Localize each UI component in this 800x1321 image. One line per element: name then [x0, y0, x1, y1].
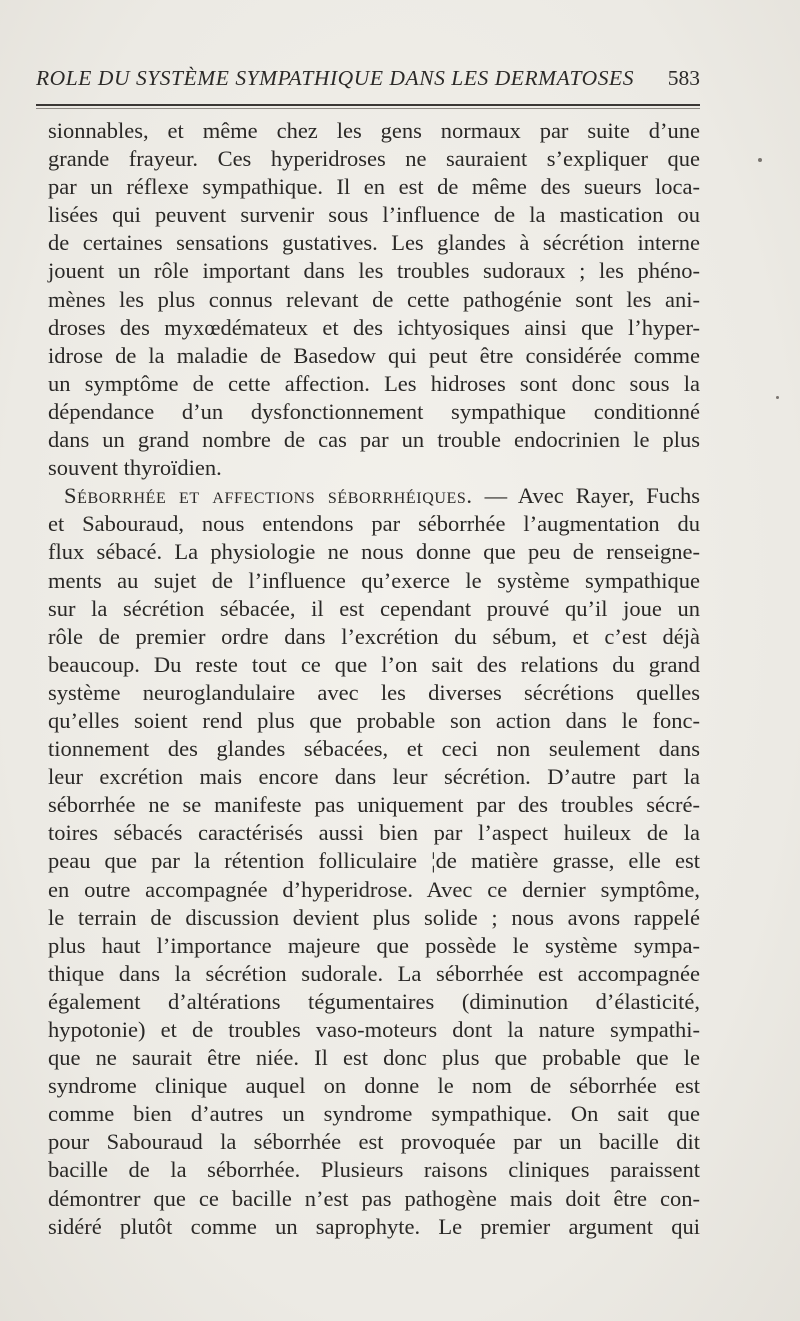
text-line: système neuroglandulaire avec les diverses sécrétions quelles [48, 679, 700, 705]
text-line: qu’elles soient rend plus que probable son action dans le fonc- [48, 707, 700, 733]
text-line: comme bien d’autres un syndrome sympathique. On sait que [48, 1101, 700, 1127]
text-line: démontrer que ce bacille n’est pas pathogène mais doit être con- [48, 1185, 700, 1211]
text-line: syndrome clinique auquel on donne le nom de séborrhée est [48, 1073, 700, 1099]
text-line: rôle de premier ordre dans l’excrétion du sébum, et c’est déjà [48, 623, 700, 649]
text-line: thique dans la sécrétion sudorale. La séborrhée est accompagnée [48, 960, 700, 986]
text-line: et Sabouraud, nous entendons par séborrhée l’augmentation du [48, 511, 700, 537]
heading-line-rest: — Avec Rayer, Fuchs [472, 483, 700, 509]
text-line: mènes les plus connus relevant de cette pathogénie sont les ani- [48, 286, 700, 312]
text-line: un symptôme de cette affection. Les hidroses sont donc sous la [48, 370, 700, 396]
text-line: souvent thyroïdien. [48, 455, 222, 481]
running-header [36, 66, 700, 98]
section-heading: Séborrhée et affections séborrhéiques. [64, 483, 473, 509]
text-line: dans un grand nombre de cas par un trouble endocrinien le plus [48, 427, 700, 453]
running-title: ROLE DU SYSTÈME SYMPATHIQUE DANS LES DERMATOSES [36, 66, 634, 90]
text-line: dépendance d’un dysfonctionnement sympathique conditionné [48, 398, 700, 424]
text-line: sidéré plutôt comme un saprophyte. Le premier argument qui [48, 1213, 700, 1239]
paragraph-hidroses [48, 117, 700, 482]
section-heading-line [48, 482, 700, 510]
paragraph-seborrhee [48, 482, 700, 1241]
text-line: droses des myxœdémateux et des ichtyosiques ainsi que l’hyper- [48, 314, 700, 340]
text-line: toires sébacés caractérisés aussi bien par l’aspect huileux de la [48, 820, 700, 846]
text-line: sionnables, et même chez les gens normaux par suite d’une [48, 118, 700, 143]
text-line: leur excrétion mais encore dans leur sécrétion. D’autre part la [48, 764, 700, 790]
paper-speck [758, 158, 762, 162]
text-line: peau que par la rétention folliculaire ¦de matière grasse, elle est [48, 848, 700, 874]
text-line: le terrain de discussion devient plus solide ; nous avons rappelé [48, 904, 700, 930]
text-line: hypotonie) et de troubles vaso-moteurs dont la nature sympathi- [48, 1017, 700, 1042]
text-line: sur la sécrétion sébacée, il est cependant prouvé qu’il joue un [48, 595, 700, 621]
text-line: idrose de la maladie de Basedow qui peut être considérée comme [48, 342, 700, 368]
text-line: séborrhée ne se manifeste pas uniquement par des troubles sécré- [48, 792, 700, 818]
text-line: jouent un rôle important dans les troubles sudoraux ; les phéno- [48, 258, 700, 284]
text-line: lisées qui peuvent survenir sous l’influence de la mastication ou [48, 202, 700, 228]
paper-speck [776, 396, 779, 399]
body-text [48, 117, 700, 1241]
text-line: en outre accompagnée d’hyperidrose. Avec ce dernier symptôme, [48, 876, 700, 902]
text-line: flux sébacé. La physiologie ne nous donne que peu de renseigne- [48, 539, 700, 565]
text-line: de certaines sensations gustatives. Les glandes à sécrétion interne [48, 230, 700, 256]
text-line: plus haut l’importance majeure que possède le système sympa- [48, 932, 700, 958]
text-line: grande frayeur. Ces hyperidroses ne sauraient s’expliquer que [48, 146, 700, 172]
header-rule [36, 104, 700, 106]
text-line: tionnement des glandes sébacées, et ceci non seulement dans [48, 736, 700, 762]
text-line: beaucoup. Du reste tout ce que l’on sait des relations du grand [48, 651, 700, 677]
header-rule-thin [36, 108, 700, 109]
text-line: également d’altérations tégumentaires (diminution d’élasticité, [48, 988, 700, 1014]
text-line: pour Sabouraud la séborrhée est provoquée par un bacille dit [48, 1129, 700, 1155]
page-number: 583 [667, 66, 700, 90]
text-line: bacille de la séborrhée. Plusieurs raisons cliniques paraissent [48, 1157, 700, 1183]
text-line: ments au sujet de l’influence qu’exerce le système sympathique [48, 567, 700, 593]
text-line: par un réflexe sympathique. Il en est de même des sueurs loca- [48, 174, 700, 200]
text-line: que ne saurait être niée. Il est donc plus que probable que le [48, 1045, 700, 1071]
